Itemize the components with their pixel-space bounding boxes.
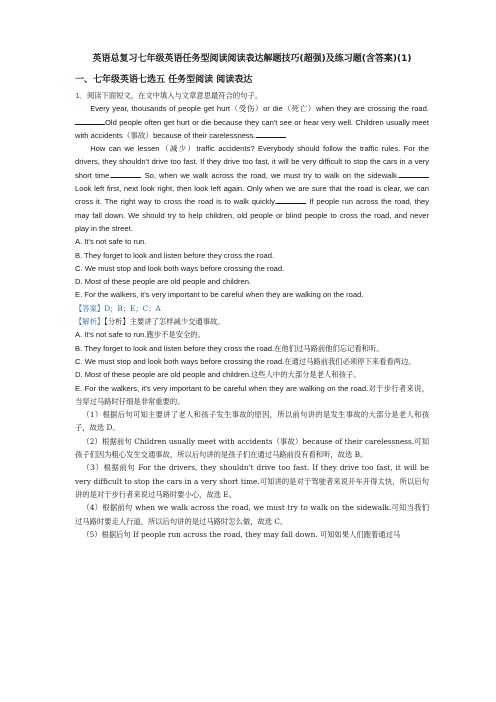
question-number: 1．	[75, 91, 87, 100]
document-page	[75, 52, 429, 541]
option-b: B. They forget to look and listen before they cross the road.	[75, 250, 275, 260]
translation-a: A. It's not safe to run.跑步不是安全的。	[75, 330, 205, 340]
option-d: D. Most of these people are old people and children.	[75, 277, 252, 287]
answer-blank-1[interactable]	[75, 116, 105, 125]
question-instruction	[75, 89, 429, 102]
answer-blank-5[interactable]	[276, 195, 306, 204]
translation-d: D. Most of these people are old people and children.这些人中的大部分是老人和孩子。	[75, 370, 361, 380]
translation-c: C. We must stop and look both ways before crossing the road.在通过马路前我们必须停下来看看两边。	[75, 356, 416, 366]
analysis-intro-text: 【分析】主要讲了怎样减少交通事故。	[104, 317, 225, 327]
analysis-point-5: （5）根据后句 If people run across the road, they may fall down. 可知如果人们跑着通过马	[82, 529, 401, 539]
analysis-point-4: （4）根据前句 when we walk across the road, we must try to walk on the sidewalk.可知当我们过马路时要走人行道，所以后句讲的是过马路时怎么做，故选 C。	[75, 503, 429, 526]
translation-b: B. They forget to look and listen before they cross the road.在他们过马路前他们忘记看和听。	[75, 343, 384, 353]
translation-e: E. For the walkers, it's very important to be careful when they are walking on the road.对于步行者来说，当穿过马路时仔细是非常重要的。	[75, 383, 429, 406]
analysis-point-1: （1）根据后句可知主要讲了老人和孩子发生事故的原因，所以前句讲的是发生事故的大部分是老人和孩子，故选 D。	[75, 410, 429, 433]
analysis-point-2: （2）根据前句 Children usually meet with accidents（事故）because of their carelessness.可知孩子们因为粗心发生交通事故，所以后句讲的是孩子们在通过马路前没有看和听，故选 B。	[75, 436, 429, 460]
instruction-text: 阅读下面短文，在文中填入与文章意思最符合的句子。	[86, 91, 263, 100]
answer-blank-4[interactable]	[399, 169, 429, 178]
answer-blank-2[interactable]	[256, 129, 286, 138]
section-heading: 一、七年级英语七选五 任务型阅读 阅读表达	[75, 75, 253, 85]
option-e: E. For the walkers, it's very important to be careful when they are walking on the road.	[75, 290, 364, 300]
passage-text: How can we lessen（减少）traffic accidents? Everybody should follow the traffic rules. For the drivers, they shouldn't drive too fast. If they drive too fast, it will be very difficult to stop the cars in a very short time.	[75, 144, 429, 180]
passage-text: Every year, thousands of people get hurt（受伤）or die（死亡）when they are crossing the road.	[90, 104, 429, 114]
answer-value: D；B；E；C；A	[104, 303, 161, 313]
document-title: 英语总复习七年级英语任务型阅读阅读表达解题技巧(超强)及练习题(含答案)(1)	[92, 54, 412, 64]
analysis-label: 【解析】	[75, 317, 105, 327]
passage-text: If people run across the road, they may fall down. We should try to help children, old people or blind people to cross the road, and never play in the street.	[75, 197, 429, 233]
passage-text: So, when we walk across the road, we must try to walk on the sidewalk.	[144, 170, 400, 180]
answer-line	[75, 302, 429, 315]
passage-text: Look left first, next look right, then look left again. Only when we are sure that the road is clear, we can cross it. The right way to cross the road is to walk quickly.	[75, 184, 429, 207]
passage-paragraph-2	[75, 142, 429, 235]
answer-blank-3[interactable]	[111, 169, 141, 178]
analysis-intro	[75, 315, 429, 328]
passage-paragraph-1	[75, 102, 429, 142]
answer-label: 【答案】	[75, 303, 105, 313]
passage-text: Old people often get hurt or die because they can't see or hear very well. Children usually meet with accidents（事故）because of their carelessness.	[75, 117, 429, 140]
option-a: A. It's not safe to run.	[75, 237, 147, 247]
option-c: C. We must stop and look both ways before crossing the road.	[75, 263, 285, 273]
analysis-point-3: （3）根据前句 For the drivers, they shouldn't drive too fast. If they drive too fast, it will be very difficult to stop the cars in a very short time.可知讲的是对于驾驶者来说开车开得太快，所以后句讲的是对于步行者来说过马路时要小心，故选 E。	[75, 463, 429, 499]
